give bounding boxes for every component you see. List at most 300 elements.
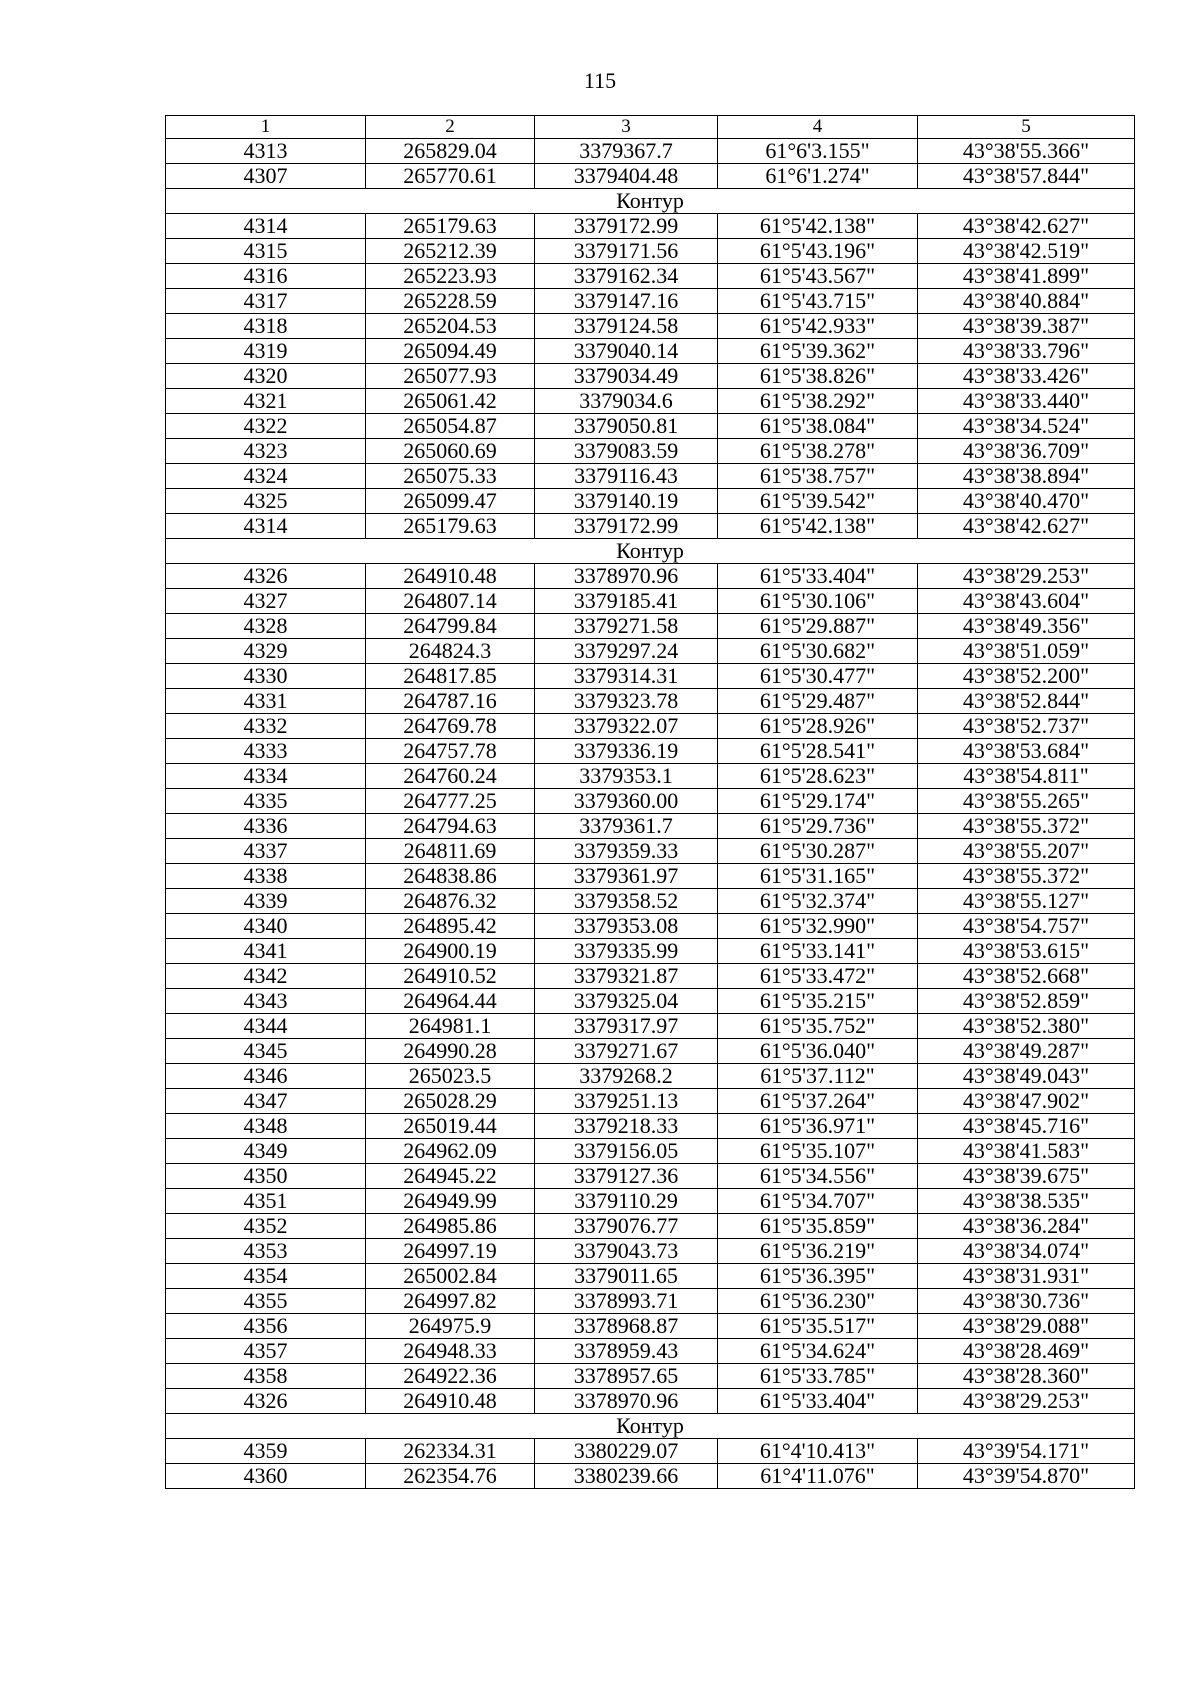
x-coordinate-cell: 265099.47 [366, 489, 535, 514]
longitude-cell: 61°5'28.623" [718, 764, 918, 789]
point-number-cell: 4325 [166, 489, 366, 514]
x-coordinate-cell: 264794.63 [366, 814, 535, 839]
table-row [166, 1189, 1135, 1214]
longitude-cell: 61°5'36.219" [718, 1239, 918, 1264]
x-coordinate-cell: 264817.85 [366, 664, 535, 689]
latitude-cell: 43°39'54.870" [918, 1464, 1135, 1489]
y-coordinate-cell: 3379367.7 [535, 139, 718, 164]
longitude-cell: 61°5'37.112" [718, 1064, 918, 1089]
latitude-cell: 43°39'54.171" [918, 1439, 1135, 1464]
latitude-cell: 43°38'40.470" [918, 489, 1135, 514]
table-row [166, 1139, 1135, 1164]
y-coordinate-cell: 3379076.77 [535, 1214, 718, 1239]
y-coordinate-cell: 3379271.58 [535, 614, 718, 639]
point-number-cell: 4331 [166, 689, 366, 714]
longitude-cell: 61°5'32.374" [718, 889, 918, 914]
latitude-cell: 43°38'49.287" [918, 1039, 1135, 1064]
longitude-cell: 61°5'33.141" [718, 939, 918, 964]
x-coordinate-cell: 264975.9 [366, 1314, 535, 1339]
x-coordinate-cell: 264807.14 [366, 589, 535, 614]
point-number-cell: 4358 [166, 1364, 366, 1389]
table-row [166, 414, 1135, 439]
latitude-cell: 43°38'57.844" [918, 164, 1135, 189]
y-coordinate-cell: 3379011.65 [535, 1264, 718, 1289]
point-number-cell: 4351 [166, 1189, 366, 1214]
y-coordinate-cell: 3378970.96 [535, 1389, 718, 1414]
longitude-cell: 61°4'11.076" [718, 1464, 918, 1489]
y-coordinate-cell: 3379268.2 [535, 1064, 718, 1089]
longitude-cell: 61°5'29.174" [718, 789, 918, 814]
latitude-cell: 43°38'38.535" [918, 1189, 1135, 1214]
longitude-cell: 61°5'39.362" [718, 339, 918, 364]
x-coordinate-cell: 264838.86 [366, 864, 535, 889]
table-row [166, 389, 1135, 414]
x-coordinate-cell: 262354.76 [366, 1464, 535, 1489]
longitude-cell: 61°5'29.887" [718, 614, 918, 639]
x-coordinate-cell: 264949.99 [366, 1189, 535, 1214]
x-coordinate-cell: 262334.31 [366, 1439, 535, 1464]
x-coordinate-cell: 265228.59 [366, 289, 535, 314]
x-coordinate-cell: 265061.42 [366, 389, 535, 414]
y-coordinate-cell: 3378968.87 [535, 1314, 718, 1339]
table-row [166, 839, 1135, 864]
table-row [166, 739, 1135, 764]
longitude-cell: 61°5'34.624" [718, 1339, 918, 1364]
table-row [166, 939, 1135, 964]
point-number-cell: 4326 [166, 1389, 366, 1414]
longitude-cell: 61°5'42.138" [718, 214, 918, 239]
table-row [166, 1014, 1135, 1039]
table-row [166, 814, 1135, 839]
longitude-cell: 61°6'3.155" [718, 139, 918, 164]
y-coordinate-cell: 3379297.24 [535, 639, 718, 664]
x-coordinate-cell: 264910.48 [366, 564, 535, 589]
latitude-cell: 43°38'55.127" [918, 889, 1135, 914]
y-coordinate-cell: 3379034.49 [535, 364, 718, 389]
table-row [166, 1114, 1135, 1139]
longitude-cell: 61°5'37.264" [718, 1089, 918, 1114]
y-coordinate-cell: 3379083.59 [535, 439, 718, 464]
point-number-cell: 4337 [166, 839, 366, 864]
point-number-cell: 4316 [166, 264, 366, 289]
longitude-cell: 61°5'30.287" [718, 839, 918, 864]
latitude-cell: 43°38'55.372" [918, 864, 1135, 889]
x-coordinate-cell: 265077.93 [366, 364, 535, 389]
longitude-cell: 61°5'30.682" [718, 639, 918, 664]
point-number-cell: 4347 [166, 1089, 366, 1114]
table-row [166, 1364, 1135, 1389]
table-row [166, 1064, 1135, 1089]
table-row [166, 164, 1135, 189]
point-number-cell: 4349 [166, 1139, 366, 1164]
table-row [166, 439, 1135, 464]
table-row [166, 489, 1135, 514]
longitude-cell: 61°5'35.752" [718, 1014, 918, 1039]
point-number-cell: 4328 [166, 614, 366, 639]
contour-section-row [166, 539, 1135, 564]
table-row [166, 639, 1135, 664]
latitude-cell: 43°38'41.899" [918, 264, 1135, 289]
latitude-cell: 43°38'42.627" [918, 514, 1135, 539]
latitude-cell: 43°38'49.356" [918, 614, 1135, 639]
y-coordinate-cell: 3379172.99 [535, 214, 718, 239]
y-coordinate-cell: 3378970.96 [535, 564, 718, 589]
table-row [166, 1464, 1135, 1489]
longitude-cell: 61°5'42.933" [718, 314, 918, 339]
table-row [166, 589, 1135, 614]
point-number-cell: 4342 [166, 964, 366, 989]
latitude-cell: 43°38'53.684" [918, 739, 1135, 764]
y-coordinate-cell: 3379147.16 [535, 289, 718, 314]
longitude-cell: 61°5'33.404" [718, 564, 918, 589]
table-row [166, 964, 1135, 989]
point-number-cell: 4344 [166, 1014, 366, 1039]
y-coordinate-cell: 3379140.19 [535, 489, 718, 514]
y-coordinate-cell: 3379353.1 [535, 764, 718, 789]
point-number-cell: 4329 [166, 639, 366, 664]
table-row [166, 1164, 1135, 1189]
latitude-cell: 43°38'52.859" [918, 989, 1135, 1014]
latitude-cell: 43°38'52.844" [918, 689, 1135, 714]
column-header-4: 4 [718, 116, 918, 139]
table-row [166, 989, 1135, 1014]
point-number-cell: 4318 [166, 314, 366, 339]
y-coordinate-cell: 3379124.58 [535, 314, 718, 339]
column-header-5: 5 [918, 116, 1135, 139]
column-header-2: 2 [366, 116, 535, 139]
latitude-cell: 43°38'40.884" [918, 289, 1135, 314]
table-row [166, 1314, 1135, 1339]
x-coordinate-cell: 264876.32 [366, 889, 535, 914]
latitude-cell: 43°38'55.366" [918, 139, 1135, 164]
latitude-cell: 43°38'45.716" [918, 1114, 1135, 1139]
longitude-cell: 61°5'36.040" [718, 1039, 918, 1064]
point-number-cell: 4360 [166, 1464, 366, 1489]
table-row [166, 1289, 1135, 1314]
point-number-cell: 4359 [166, 1439, 366, 1464]
x-coordinate-cell: 264990.28 [366, 1039, 535, 1064]
column-header-1: 1 [166, 116, 366, 139]
point-number-cell: 4355 [166, 1289, 366, 1314]
point-number-cell: 4319 [166, 339, 366, 364]
x-coordinate-cell: 264769.78 [366, 714, 535, 739]
table-row [166, 1039, 1135, 1064]
point-number-cell: 4353 [166, 1239, 366, 1264]
latitude-cell: 43°38'41.583" [918, 1139, 1135, 1164]
point-number-cell: 4338 [166, 864, 366, 889]
longitude-cell: 61°5'33.472" [718, 964, 918, 989]
latitude-cell: 43°38'55.207" [918, 839, 1135, 864]
x-coordinate-cell: 265179.63 [366, 214, 535, 239]
longitude-cell: 61°5'33.404" [718, 1389, 918, 1414]
longitude-cell: 61°5'33.785" [718, 1364, 918, 1389]
y-coordinate-cell: 3379040.14 [535, 339, 718, 364]
point-number-cell: 4330 [166, 664, 366, 689]
longitude-cell: 61°5'38.278" [718, 439, 918, 464]
contour-section-row [166, 189, 1135, 214]
longitude-cell: 61°5'35.107" [718, 1139, 918, 1164]
y-coordinate-cell: 3379358.52 [535, 889, 718, 914]
point-number-cell: 4352 [166, 1214, 366, 1239]
table-header-row [166, 116, 1135, 139]
y-coordinate-cell: 3379335.99 [535, 939, 718, 964]
longitude-cell: 61°5'34.556" [718, 1164, 918, 1189]
latitude-cell: 43°38'28.469" [918, 1339, 1135, 1364]
longitude-cell: 61°4'10.413" [718, 1439, 918, 1464]
table-row [166, 314, 1135, 339]
point-number-cell: 4323 [166, 439, 366, 464]
contour-section-label: Контур [166, 1414, 1135, 1439]
longitude-cell: 61°5'29.736" [718, 814, 918, 839]
point-number-cell: 4313 [166, 139, 366, 164]
point-number-cell: 4339 [166, 889, 366, 914]
table-row [166, 1214, 1135, 1239]
y-coordinate-cell: 3379110.29 [535, 1189, 718, 1214]
latitude-cell: 43°38'34.524" [918, 414, 1135, 439]
latitude-cell: 43°38'51.059" [918, 639, 1135, 664]
x-coordinate-cell: 265054.87 [366, 414, 535, 439]
table-row [166, 1339, 1135, 1364]
y-coordinate-cell: 3379156.05 [535, 1139, 718, 1164]
y-coordinate-cell: 3379271.67 [535, 1039, 718, 1064]
point-number-cell: 4345 [166, 1039, 366, 1064]
y-coordinate-cell: 3379325.04 [535, 989, 718, 1014]
y-coordinate-cell: 3378993.71 [535, 1289, 718, 1314]
y-coordinate-cell: 3379322.07 [535, 714, 718, 739]
x-coordinate-cell: 265179.63 [366, 514, 535, 539]
x-coordinate-cell: 264811.69 [366, 839, 535, 864]
y-coordinate-cell: 3379034.6 [535, 389, 718, 414]
latitude-cell: 43°38'39.387" [918, 314, 1135, 339]
point-number-cell: 4346 [166, 1064, 366, 1089]
longitude-cell: 61°5'28.926" [718, 714, 918, 739]
table-row [166, 514, 1135, 539]
x-coordinate-cell: 265019.44 [366, 1114, 535, 1139]
longitude-cell: 61°5'28.541" [718, 739, 918, 764]
x-coordinate-cell: 264981.1 [366, 1014, 535, 1039]
x-coordinate-cell: 264985.86 [366, 1214, 535, 1239]
table-row [166, 714, 1135, 739]
table-row [166, 864, 1135, 889]
point-number-cell: 4334 [166, 764, 366, 789]
point-number-cell: 4320 [166, 364, 366, 389]
point-number-cell: 4322 [166, 414, 366, 439]
longitude-cell: 61°5'30.106" [718, 589, 918, 614]
x-coordinate-cell: 264757.78 [366, 739, 535, 764]
point-number-cell: 4327 [166, 589, 366, 614]
longitude-cell: 61°5'29.487" [718, 689, 918, 714]
x-coordinate-cell: 265829.04 [366, 139, 535, 164]
longitude-cell: 61°5'34.707" [718, 1189, 918, 1214]
latitude-cell: 43°38'33.440" [918, 389, 1135, 414]
y-coordinate-cell: 3379323.78 [535, 689, 718, 714]
latitude-cell: 43°38'52.737" [918, 714, 1135, 739]
x-coordinate-cell: 264962.09 [366, 1139, 535, 1164]
latitude-cell: 43°38'42.627" [918, 214, 1135, 239]
table-row [166, 139, 1135, 164]
point-number-cell: 4354 [166, 1264, 366, 1289]
x-coordinate-cell: 264910.52 [366, 964, 535, 989]
y-coordinate-cell: 3379353.08 [535, 914, 718, 939]
longitude-cell: 61°5'31.165" [718, 864, 918, 889]
latitude-cell: 43°38'29.088" [918, 1314, 1135, 1339]
latitude-cell: 43°38'54.757" [918, 914, 1135, 939]
point-number-cell: 4332 [166, 714, 366, 739]
latitude-cell: 43°38'34.074" [918, 1239, 1135, 1264]
y-coordinate-cell: 3379361.97 [535, 864, 718, 889]
x-coordinate-cell: 264777.25 [366, 789, 535, 814]
table-row [166, 264, 1135, 289]
x-coordinate-cell: 264997.82 [366, 1289, 535, 1314]
latitude-cell: 43°38'52.380" [918, 1014, 1135, 1039]
point-number-cell: 4343 [166, 989, 366, 1014]
x-coordinate-cell: 264910.48 [366, 1389, 535, 1414]
y-coordinate-cell: 3378959.43 [535, 1339, 718, 1364]
table-row [166, 1264, 1135, 1289]
x-coordinate-cell: 264760.24 [366, 764, 535, 789]
point-number-cell: 4336 [166, 814, 366, 839]
latitude-cell: 43°38'52.200" [918, 664, 1135, 689]
longitude-cell: 61°5'35.215" [718, 989, 918, 1014]
longitude-cell: 61°5'36.395" [718, 1264, 918, 1289]
y-coordinate-cell: 3379171.56 [535, 239, 718, 264]
longitude-cell: 61°5'35.517" [718, 1314, 918, 1339]
point-number-cell: 4315 [166, 239, 366, 264]
point-number-cell: 4324 [166, 464, 366, 489]
x-coordinate-cell: 265223.93 [366, 264, 535, 289]
latitude-cell: 43°38'36.709" [918, 439, 1135, 464]
y-coordinate-cell: 3379361.7 [535, 814, 718, 839]
column-header-3: 3 [535, 116, 718, 139]
x-coordinate-cell: 265028.29 [366, 1089, 535, 1114]
x-coordinate-cell: 265770.61 [366, 164, 535, 189]
latitude-cell: 43°38'43.604" [918, 589, 1135, 614]
point-number-cell: 4357 [166, 1339, 366, 1364]
longitude-cell: 61°5'38.826" [718, 364, 918, 389]
x-coordinate-cell: 264997.19 [366, 1239, 535, 1264]
latitude-cell: 43°38'28.360" [918, 1364, 1135, 1389]
longitude-cell: 61°5'43.567" [718, 264, 918, 289]
y-coordinate-cell: 3379321.87 [535, 964, 718, 989]
y-coordinate-cell: 3379127.36 [535, 1164, 718, 1189]
longitude-cell: 61°5'30.477" [718, 664, 918, 689]
table-row [166, 564, 1135, 589]
latitude-cell: 43°38'31.931" [918, 1264, 1135, 1289]
point-number-cell: 4348 [166, 1114, 366, 1139]
x-coordinate-cell: 265094.49 [366, 339, 535, 364]
contour-section-label: Контур [166, 539, 1135, 564]
y-coordinate-cell: 3379251.13 [535, 1089, 718, 1114]
point-number-cell: 4350 [166, 1164, 366, 1189]
x-coordinate-cell: 264922.36 [366, 1364, 535, 1389]
latitude-cell: 43°38'42.519" [918, 239, 1135, 264]
latitude-cell: 43°38'36.284" [918, 1214, 1135, 1239]
x-coordinate-cell: 265002.84 [366, 1264, 535, 1289]
longitude-cell: 61°5'38.084" [718, 414, 918, 439]
latitude-cell: 43°38'29.253" [918, 564, 1135, 589]
latitude-cell: 43°38'52.668" [918, 964, 1135, 989]
table-row [166, 1239, 1135, 1264]
table-row [166, 889, 1135, 914]
x-coordinate-cell: 265060.69 [366, 439, 535, 464]
table-row [166, 364, 1135, 389]
x-coordinate-cell: 264948.33 [366, 1339, 535, 1364]
point-number-cell: 4333 [166, 739, 366, 764]
y-coordinate-cell: 3379116.43 [535, 464, 718, 489]
x-coordinate-cell: 265204.53 [366, 314, 535, 339]
table-row [166, 289, 1135, 314]
point-number-cell: 4307 [166, 164, 366, 189]
y-coordinate-cell: 3379162.34 [535, 264, 718, 289]
y-coordinate-cell: 3379359.33 [535, 839, 718, 864]
y-coordinate-cell: 3379050.81 [535, 414, 718, 439]
point-number-cell: 4321 [166, 389, 366, 414]
table-row [166, 1089, 1135, 1114]
table-row [166, 614, 1135, 639]
table-row [166, 789, 1135, 814]
table-row [166, 764, 1135, 789]
latitude-cell: 43°38'29.253" [918, 1389, 1135, 1414]
table-row [166, 214, 1135, 239]
x-coordinate-cell: 264799.84 [366, 614, 535, 639]
longitude-cell: 61°5'35.859" [718, 1214, 918, 1239]
latitude-cell: 43°38'38.894" [918, 464, 1135, 489]
point-number-cell: 4314 [166, 514, 366, 539]
contour-section-row [166, 1414, 1135, 1439]
latitude-cell: 43°38'30.736" [918, 1289, 1135, 1314]
x-coordinate-cell: 264964.44 [366, 989, 535, 1014]
longitude-cell: 61°5'38.292" [718, 389, 918, 414]
y-coordinate-cell: 3378957.65 [535, 1364, 718, 1389]
point-number-cell: 4314 [166, 214, 366, 239]
longitude-cell: 61°5'36.971" [718, 1114, 918, 1139]
x-coordinate-cell: 265023.5 [366, 1064, 535, 1089]
y-coordinate-cell: 3379317.97 [535, 1014, 718, 1039]
y-coordinate-cell: 3379172.99 [535, 514, 718, 539]
longitude-cell: 61°5'42.138" [718, 514, 918, 539]
table-row [166, 914, 1135, 939]
point-number-cell: 4356 [166, 1314, 366, 1339]
y-coordinate-cell: 3379336.19 [535, 739, 718, 764]
coordinates-table [165, 115, 1135, 1489]
point-number-cell: 4326 [166, 564, 366, 589]
x-coordinate-cell: 265212.39 [366, 239, 535, 264]
coordinates-table-body [166, 116, 1135, 1489]
longitude-cell: 61°5'43.196" [718, 239, 918, 264]
table-row [166, 1389, 1135, 1414]
table-row [166, 339, 1135, 364]
x-coordinate-cell: 264824.3 [366, 639, 535, 664]
latitude-cell: 43°38'47.902" [918, 1089, 1135, 1114]
point-number-cell: 4335 [166, 789, 366, 814]
y-coordinate-cell: 3379360.00 [535, 789, 718, 814]
longitude-cell: 61°5'39.542" [718, 489, 918, 514]
point-number-cell: 4340 [166, 914, 366, 939]
latitude-cell: 43°38'33.426" [918, 364, 1135, 389]
longitude-cell: 61°5'38.757" [718, 464, 918, 489]
page-number: 115 [583, 68, 617, 93]
y-coordinate-cell: 3379404.48 [535, 164, 718, 189]
latitude-cell: 43°38'49.043" [918, 1064, 1135, 1089]
y-coordinate-cell: 3379185.41 [535, 589, 718, 614]
latitude-cell: 43°38'54.811" [918, 764, 1135, 789]
table-row [166, 464, 1135, 489]
longitude-cell: 61°5'43.715" [718, 289, 918, 314]
table-row [166, 689, 1135, 714]
y-coordinate-cell: 3380239.66 [535, 1464, 718, 1489]
latitude-cell: 43°38'55.372" [918, 814, 1135, 839]
latitude-cell: 43°38'55.265" [918, 789, 1135, 814]
